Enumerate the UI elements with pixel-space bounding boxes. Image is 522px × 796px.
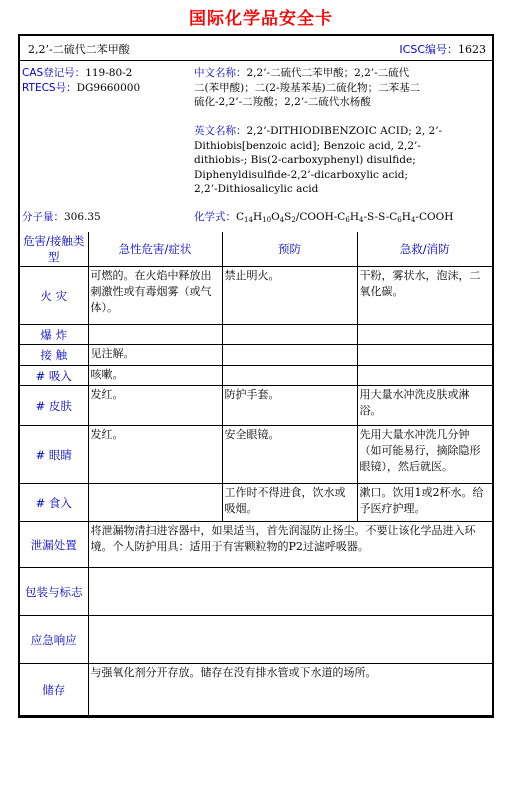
row-category: 应急响应 [20, 616, 88, 664]
row-category: 火 灾 [20, 267, 88, 325]
header-hazard-type: 危害/接触类型 [20, 232, 88, 267]
table-row-eyes [20, 426, 492, 484]
row-prevention [222, 345, 357, 366]
header-prevention: 预防 [222, 232, 357, 267]
row-symptom [88, 325, 222, 345]
chemical-name: 2,2’-二硫代二苯甲酸 [28, 43, 130, 56]
english-name: 英文名称：2,2’-DITHIODIBENZOIC ACID; 2, 2’- Dithiobis[benzoic acid]; Benzoic acid, 2,2’- dithiobis-; Bis(2-carboxyphenyl) disulfide; Diphenyldisulfide-2,2’-dicarboxylic acid; 2,2’-Dithiosalicylic acid [194, 125, 443, 195]
table-row-emergency [20, 616, 492, 664]
row-text: 将泄漏物清扫进容器中，如果适当，首先润湿防止扬尘。不要让该化学品进入环境。个人防护用具：适用于有害颗粒物的P2过滤呼吸器。 [88, 522, 492, 568]
row-text [88, 616, 492, 664]
row-first-aid: 用大量水冲洗皮肤或淋浴。 [357, 386, 492, 426]
page-title: 国际化学品安全卡 [189, 9, 333, 29]
table-row-contact [20, 345, 492, 366]
table-row-spill [20, 522, 492, 568]
row-category: 泄漏处置 [20, 522, 88, 568]
row-symptom: 咳嗽。 [88, 366, 222, 386]
row-category: # 眼睛 [20, 426, 88, 484]
row-category: 爆 炸 [20, 325, 88, 345]
row-category: 包装与标志 [20, 568, 88, 616]
row-text: 与强氧化剂分开存放。储存在没有排水管或下水道的场所。 [88, 664, 492, 716]
card-header [20, 36, 492, 61]
row-prevention [222, 366, 357, 386]
row-prevention: 安全眼镜。 [222, 426, 357, 484]
row-first-aid [357, 345, 492, 366]
chemical-safety-card [18, 34, 494, 718]
table-row-storage [20, 664, 492, 716]
row-first-aid [357, 325, 492, 345]
table-row-skin [20, 386, 492, 426]
table-row-packaging [20, 568, 492, 616]
row-prevention: 工作时不得进食，饮水或吸烟。 [222, 484, 357, 522]
row-symptom: 发红。 [88, 386, 222, 426]
table-header-row [20, 232, 492, 267]
row-first-aid: 漱口。饮用1或2杯水。给予医疗护理。 [357, 484, 492, 522]
row-prevention [222, 325, 357, 345]
chinese-name: 中文名称：2,2’-二硫代二苯甲酸；2,2’-二硫代 二(苯甲酸)；二(2-羧基苯基)二硫化物；二苯基二 硫化-2,2’-二羧酸；2,2’-二硫代水杨酸 [194, 67, 421, 108]
table-row-ingestion [20, 484, 492, 522]
row-symptom: 发红。 [88, 426, 222, 484]
row-prevention: 防护手套。 [222, 386, 357, 426]
table-row-inhalation [20, 366, 492, 386]
hazard-table [20, 232, 492, 716]
row-text [88, 568, 492, 616]
row-first-aid: 先用大量水冲洗几分钟（如可能易行，摘除隐形眼镜），然后就医。 [357, 426, 492, 484]
row-first-aid [357, 366, 492, 386]
row-category: # 皮肤 [20, 386, 88, 426]
rtecs-number: RTECS号：DG9660000 [22, 82, 141, 94]
cas-number: CAS登记号：119-80-2 [22, 67, 133, 79]
table-row-fire [20, 267, 492, 325]
header-symptoms: 急性危害/症状 [88, 232, 222, 267]
row-symptom: 见注解。 [88, 345, 222, 366]
row-first-aid: 干粉，雾状水，泡沫，二氧化碳。 [357, 267, 492, 325]
row-category: # 吸入 [20, 366, 88, 386]
molecular-weight: 分子量：306.35 [22, 211, 101, 223]
chemical-formula: 化学式：$C_{14}H_{10}O_4S_2/COOH-C_6H_4-S-S-C_6H_4$-COOH [194, 211, 454, 224]
row-symptom [88, 484, 222, 522]
row-symptom: 可燃的。在火焰中释放出刺激性或有毒烟雾（或气体）。 [88, 267, 222, 325]
header-first-aid: 急救/消防 [357, 232, 492, 267]
table-row-explosion [20, 325, 492, 345]
icsc-number: ICSC编号：1623 [399, 43, 486, 56]
row-category: # 食入 [20, 484, 88, 522]
row-category: 储存 [20, 664, 88, 716]
row-category: 接 触 [20, 345, 88, 366]
row-prevention: 禁止明火。 [222, 267, 357, 325]
